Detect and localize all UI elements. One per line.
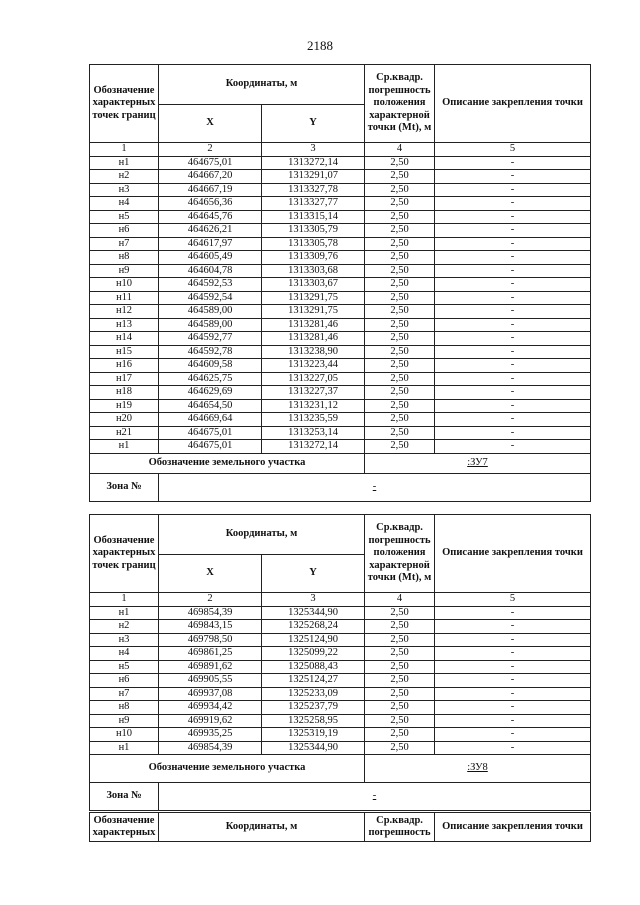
- y-coordinate-cell: 1313309,76: [262, 251, 365, 265]
- error-cell: 2,50: [365, 170, 435, 184]
- header-description: Описание закрепления точки: [435, 65, 591, 143]
- table-row: [90, 660, 591, 674]
- error-cell: 2,50: [365, 674, 435, 688]
- x-coordinate-cell: 469854,39: [159, 741, 262, 755]
- description-cell: -: [435, 714, 591, 728]
- table-row: [90, 701, 591, 715]
- description-cell: -: [435, 318, 591, 332]
- description-cell: -: [435, 359, 591, 373]
- y-coordinate-cell: 1313305,78: [262, 237, 365, 251]
- description-cell: -: [435, 728, 591, 742]
- error-cell: 2,50: [365, 291, 435, 305]
- table-row: [90, 251, 591, 265]
- header-error: Ср.квадр. погрешность положения характерной точки (Mt), м: [365, 515, 435, 593]
- parcel-code-2: [365, 755, 591, 783]
- error-cell: 2,50: [365, 426, 435, 440]
- zone-label-1: Зона №: [90, 473, 159, 501]
- description-cell: -: [435, 606, 591, 620]
- point-number-cell: н9: [90, 264, 159, 278]
- description-cell: -: [435, 170, 591, 184]
- header-error: Ср.квадр. погрешность положения характерной точки (Mt), м: [365, 65, 435, 143]
- error-cell: 2,50: [365, 224, 435, 238]
- description-cell: -: [435, 674, 591, 688]
- table-row: [90, 440, 591, 454]
- x-coordinate-cell: 469861,25: [159, 647, 262, 661]
- point-number-cell: н20: [90, 413, 159, 427]
- y-coordinate-cell: 1313327,77: [262, 197, 365, 211]
- zone-value-1-text: -: [372, 480, 377, 492]
- error-cell: 2,50: [365, 701, 435, 715]
- x-coordinate-cell: 464626,21: [159, 224, 262, 238]
- x-coordinate-cell: 464656,36: [159, 197, 262, 211]
- col-number-4: 4: [365, 143, 435, 157]
- col-number-1: 1: [90, 143, 159, 157]
- error-cell: 2,50: [365, 332, 435, 346]
- error-cell: 2,50: [365, 251, 435, 265]
- x-coordinate-cell: 464645,76: [159, 210, 262, 224]
- point-number-cell: н6: [90, 224, 159, 238]
- point-number-cell: н3: [90, 183, 159, 197]
- point-number-cell: н5: [90, 210, 159, 224]
- table-row: [90, 197, 591, 211]
- description-cell: -: [435, 399, 591, 413]
- point-number-cell: н4: [90, 647, 159, 661]
- x-coordinate-cell: 464605,49: [159, 251, 262, 265]
- y-coordinate-cell: 1325268,24: [262, 620, 365, 634]
- table-row: [90, 674, 591, 688]
- header-description: Описание закрепления точки: [435, 813, 591, 842]
- point-number-cell: н7: [90, 687, 159, 701]
- description-cell: -: [435, 210, 591, 224]
- y-coordinate-cell: 1325124,90: [262, 633, 365, 647]
- point-number-cell: н1: [90, 606, 159, 620]
- error-cell: 2,50: [365, 620, 435, 634]
- y-coordinate-cell: 1313303,68: [262, 264, 365, 278]
- x-coordinate-cell: 469905,55: [159, 674, 262, 688]
- col-number-1: 1: [90, 593, 159, 607]
- col-number-3: 3: [262, 143, 365, 157]
- y-coordinate-cell: 1313327,78: [262, 183, 365, 197]
- table-row: [90, 606, 591, 620]
- column-numbers-row: [90, 593, 591, 607]
- error-cell: 2,50: [365, 413, 435, 427]
- y-coordinate-cell: 1313315,14: [262, 210, 365, 224]
- error-cell: 2,50: [365, 197, 435, 211]
- description-cell: -: [435, 741, 591, 755]
- table-row: [90, 318, 591, 332]
- error-cell: 2,50: [365, 606, 435, 620]
- table-row: [90, 620, 591, 634]
- coordinates-table-3: [89, 812, 591, 842]
- description-cell: -: [435, 332, 591, 346]
- table-row: [90, 264, 591, 278]
- table-row: [90, 633, 591, 647]
- point-number-cell: н14: [90, 332, 159, 346]
- description-cell: -: [435, 660, 591, 674]
- y-coordinate-cell: 1313253,14: [262, 426, 365, 440]
- point-number-cell: н12: [90, 305, 159, 319]
- y-coordinate-cell: 1325099,22: [262, 647, 365, 661]
- col-number-3: 3: [262, 593, 365, 607]
- point-number-cell: н11: [90, 291, 159, 305]
- x-coordinate-cell: 464675,01: [159, 156, 262, 170]
- error-cell: 2,50: [365, 210, 435, 224]
- description-cell: -: [435, 440, 591, 454]
- x-coordinate-cell: 464669,64: [159, 413, 262, 427]
- error-cell: 2,50: [365, 660, 435, 674]
- error-cell: 2,50: [365, 278, 435, 292]
- x-coordinate-cell: 464589,00: [159, 305, 262, 319]
- x-coordinate-cell: 464667,19: [159, 183, 262, 197]
- header-x: X: [159, 555, 262, 593]
- table-row: [90, 728, 591, 742]
- parcel-code-2-text: :ЗУ8: [467, 762, 488, 774]
- description-cell: -: [435, 413, 591, 427]
- x-coordinate-cell: 469891,62: [159, 660, 262, 674]
- table-row: [90, 305, 591, 319]
- x-coordinate-cell: 464629,69: [159, 386, 262, 400]
- description-cell: -: [435, 345, 591, 359]
- y-coordinate-cell: 1313291,75: [262, 291, 365, 305]
- table-row: [90, 714, 591, 728]
- header-x: X: [159, 105, 262, 143]
- header-y: Y: [262, 105, 365, 143]
- col-number-2: 2: [159, 143, 262, 157]
- y-coordinate-cell: 1313281,46: [262, 332, 365, 346]
- zone-value-1: [159, 473, 591, 501]
- y-coordinate-cell: 1313291,75: [262, 305, 365, 319]
- y-coordinate-cell: 1313272,14: [262, 440, 365, 454]
- error-cell: 2,50: [365, 345, 435, 359]
- description-cell: -: [435, 278, 591, 292]
- point-number-cell: н6: [90, 674, 159, 688]
- description-cell: -: [435, 633, 591, 647]
- col-number-2: 2: [159, 593, 262, 607]
- x-coordinate-cell: 464592,53: [159, 278, 262, 292]
- header-coordinates: Координаты, м: [159, 65, 365, 105]
- error-cell: 2,50: [365, 183, 435, 197]
- point-number-cell: н3: [90, 633, 159, 647]
- y-coordinate-cell: 1313227,05: [262, 372, 365, 386]
- x-coordinate-cell: 464675,01: [159, 426, 262, 440]
- point-number-cell: н2: [90, 170, 159, 184]
- y-coordinate-cell: 1313235,59: [262, 413, 365, 427]
- table-row: [90, 156, 591, 170]
- error-cell: 2,50: [365, 728, 435, 742]
- description-cell: -: [435, 305, 591, 319]
- error-cell: 2,50: [365, 399, 435, 413]
- y-coordinate-cell: 1313223,44: [262, 359, 365, 373]
- error-cell: 2,50: [365, 714, 435, 728]
- zone-label-2: Зона №: [90, 783, 159, 811]
- x-coordinate-cell: 464625,75: [159, 372, 262, 386]
- point-number-cell: н21: [90, 426, 159, 440]
- x-coordinate-cell: 464589,00: [159, 318, 262, 332]
- table-row: [90, 426, 591, 440]
- description-cell: -: [435, 687, 591, 701]
- table-row: [90, 291, 591, 305]
- table-row: [90, 372, 591, 386]
- y-coordinate-cell: 1313305,79: [262, 224, 365, 238]
- header-point-label: Обозначение характерных: [90, 813, 159, 842]
- point-number-cell: н9: [90, 714, 159, 728]
- header-point-label: Обозначение характерных точек границ: [90, 65, 159, 143]
- y-coordinate-cell: 1313281,46: [262, 318, 365, 332]
- y-coordinate-cell: 1325124,27: [262, 674, 365, 688]
- point-number-cell: н17: [90, 372, 159, 386]
- error-cell: 2,50: [365, 647, 435, 661]
- point-number-cell: н4: [90, 197, 159, 211]
- x-coordinate-cell: 464592,78: [159, 345, 262, 359]
- point-number-cell: н7: [90, 237, 159, 251]
- error-cell: 2,50: [365, 359, 435, 373]
- description-cell: -: [435, 647, 591, 661]
- y-coordinate-cell: 1313227,37: [262, 386, 365, 400]
- description-cell: -: [435, 620, 591, 634]
- parcel-code-1-text: :ЗУ7: [467, 456, 488, 468]
- x-coordinate-cell: 469854,39: [159, 606, 262, 620]
- point-number-cell: н18: [90, 386, 159, 400]
- table-row: [90, 278, 591, 292]
- table-row: [90, 647, 591, 661]
- point-number-cell: н2: [90, 620, 159, 634]
- col-number-5: 5: [435, 143, 591, 157]
- description-cell: -: [435, 386, 591, 400]
- description-cell: -: [435, 372, 591, 386]
- description-cell: -: [435, 237, 591, 251]
- point-number-cell: н13: [90, 318, 159, 332]
- table-row: [90, 413, 591, 427]
- y-coordinate-cell: 1325344,90: [262, 741, 365, 755]
- point-number-cell: н10: [90, 728, 159, 742]
- description-cell: -: [435, 264, 591, 278]
- x-coordinate-cell: 469935,25: [159, 728, 262, 742]
- table-row: [90, 237, 591, 251]
- x-coordinate-cell: 464604,78: [159, 264, 262, 278]
- table-row: [90, 332, 591, 346]
- error-cell: 2,50: [365, 687, 435, 701]
- x-coordinate-cell: 469934,42: [159, 701, 262, 715]
- table-row: [90, 359, 591, 373]
- error-cell: 2,50: [365, 237, 435, 251]
- x-coordinate-cell: 469843,15: [159, 620, 262, 634]
- point-number-cell: н19: [90, 399, 159, 413]
- x-coordinate-cell: 464609,58: [159, 359, 262, 373]
- page-number: 2188: [307, 38, 333, 53]
- error-cell: 2,50: [365, 440, 435, 454]
- error-cell: 2,50: [365, 372, 435, 386]
- table-row: [90, 741, 591, 755]
- table-row: [90, 183, 591, 197]
- error-cell: 2,50: [365, 633, 435, 647]
- x-coordinate-cell: 464654,50: [159, 399, 262, 413]
- header-coordinates: Координаты, м: [159, 515, 365, 555]
- y-coordinate-cell: 1313303,67: [262, 278, 365, 292]
- header-point-label: Обозначение характерных точек границ: [90, 515, 159, 593]
- y-coordinate-cell: 1325319,19: [262, 728, 365, 742]
- y-coordinate-cell: 1313238,90: [262, 345, 365, 359]
- x-coordinate-cell: 469919,62: [159, 714, 262, 728]
- x-coordinate-cell: 464592,77: [159, 332, 262, 346]
- point-number-cell: н16: [90, 359, 159, 373]
- point-number-cell: н1: [90, 440, 159, 454]
- error-cell: 2,50: [365, 156, 435, 170]
- header-error: Ср.квадр. погрешность: [365, 813, 435, 842]
- parcel-label-2: Обозначение земельного участка: [90, 755, 365, 783]
- y-coordinate-cell: 1325237,79: [262, 701, 365, 715]
- table-row: [90, 345, 591, 359]
- description-cell: -: [435, 197, 591, 211]
- x-coordinate-cell: 464667,20: [159, 170, 262, 184]
- point-number-cell: н5: [90, 660, 159, 674]
- x-coordinate-cell: 464675,01: [159, 440, 262, 454]
- table-2-rows: [90, 606, 591, 755]
- description-cell: -: [435, 701, 591, 715]
- error-cell: 2,50: [365, 318, 435, 332]
- table-row: [90, 210, 591, 224]
- point-number-cell: н1: [90, 156, 159, 170]
- y-coordinate-cell: 1325258,95: [262, 714, 365, 728]
- y-coordinate-cell: 1313291,07: [262, 170, 365, 184]
- header-description: Описание закрепления точки: [435, 515, 591, 593]
- table-row: [90, 687, 591, 701]
- point-number-cell: н15: [90, 345, 159, 359]
- x-coordinate-cell: 469798,50: [159, 633, 262, 647]
- x-coordinate-cell: 464592,54: [159, 291, 262, 305]
- error-cell: 2,50: [365, 264, 435, 278]
- x-coordinate-cell: 469937,08: [159, 687, 262, 701]
- x-coordinate-cell: 464617,97: [159, 237, 262, 251]
- y-coordinate-cell: 1325344,90: [262, 606, 365, 620]
- col-number-4: 4: [365, 593, 435, 607]
- y-coordinate-cell: 1313272,14: [262, 156, 365, 170]
- header-y: Y: [262, 555, 365, 593]
- error-cell: 2,50: [365, 386, 435, 400]
- y-coordinate-cell: 1325233,09: [262, 687, 365, 701]
- header-coordinates: Координаты, м: [159, 813, 365, 842]
- description-cell: -: [435, 224, 591, 238]
- description-cell: -: [435, 156, 591, 170]
- table-1-rows: [90, 156, 591, 453]
- zone-value-2-text: -: [372, 790, 377, 802]
- error-cell: 2,50: [365, 305, 435, 319]
- table-row: [90, 386, 591, 400]
- point-number-cell: н8: [90, 251, 159, 265]
- coordinates-table-1: [89, 64, 591, 502]
- description-cell: -: [435, 426, 591, 440]
- point-number-cell: н8: [90, 701, 159, 715]
- point-number-cell: н10: [90, 278, 159, 292]
- description-cell: -: [435, 291, 591, 305]
- col-number-5: 5: [435, 593, 591, 607]
- table-row: [90, 170, 591, 184]
- y-coordinate-cell: 1313231,12: [262, 399, 365, 413]
- point-number-cell: н1: [90, 741, 159, 755]
- parcel-code-1: [365, 453, 591, 473]
- y-coordinate-cell: 1325088,43: [262, 660, 365, 674]
- zone-value-2: [159, 783, 591, 811]
- coordinates-table-2: [89, 514, 591, 811]
- description-cell: -: [435, 251, 591, 265]
- description-cell: -: [435, 183, 591, 197]
- column-numbers-row: [90, 143, 591, 157]
- table-row: [90, 399, 591, 413]
- table-row: [90, 224, 591, 238]
- parcel-label-1: Обозначение земельного участка: [90, 453, 365, 473]
- error-cell: 2,50: [365, 741, 435, 755]
